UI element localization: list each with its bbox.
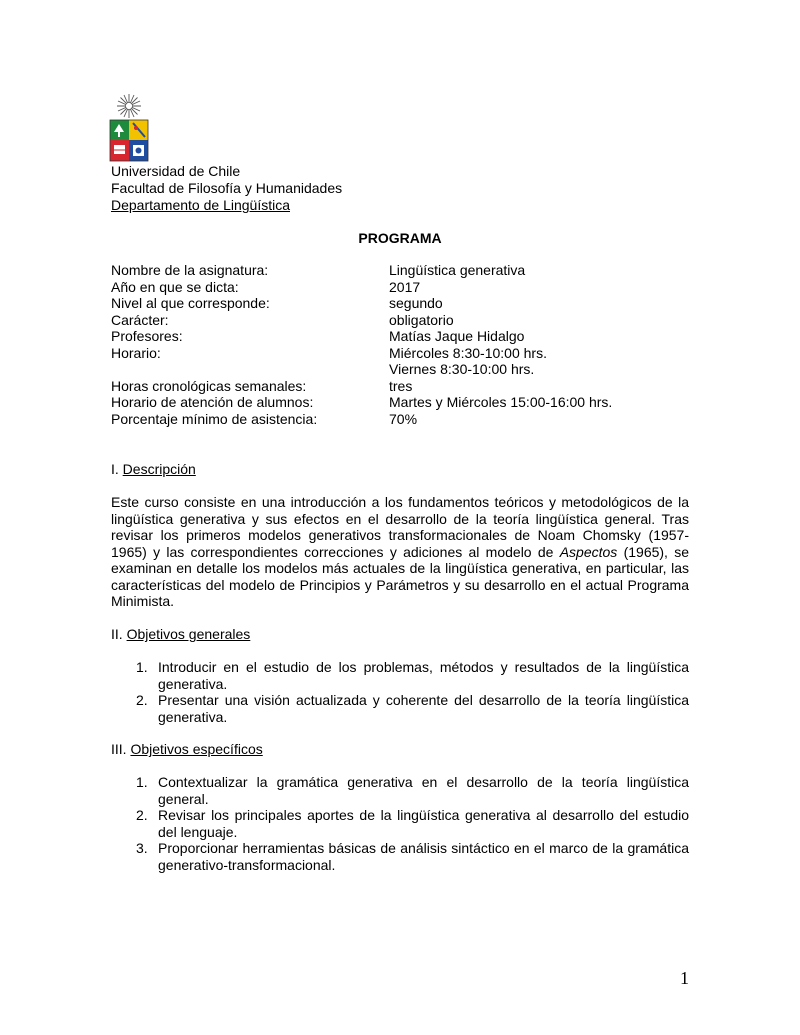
section-heading-descripcion — [111, 461, 196, 477]
list-item — [111, 659, 689, 692]
list-item — [111, 774, 689, 807]
info-label: Horas cronológicas semanales: — [111, 377, 307, 394]
description-text: Este curso consiste en una introducción a los fundamentos teóricos y metodológicos de la lingüística generativa y sus efectos en el desarrollo de la teoría lingüística general. Tras revisar los primeros modelos generativos transformacionales de Noam Chomsky (1957-1965) y las correspondientes correcciones y adiciones al modelo de — [111, 494, 689, 560]
section-heading-objetivos-especificos — [111, 741, 263, 757]
info-value: segundo — [389, 295, 443, 311]
section-number: III. — [111, 741, 131, 757]
info-value: Lingüística generativa — [389, 262, 526, 278]
page-title: PROGRAMA — [358, 230, 442, 246]
info-value: Martes y Miércoles 15:00-16:00 hrs. — [389, 394, 613, 410]
item-number: 2. — [136, 692, 148, 708]
item-number: 1. — [136, 774, 148, 790]
description-text-end: (1965), se examinan en detalle los modelos más actuales de la lingüística generativa, en particular, las características del modelo de Principios y Parámetros y su desarrollo en el actual Programa Minimista. — [111, 543, 689, 609]
info-label: Horario: — [111, 344, 161, 361]
info-value: obligatorio — [389, 311, 454, 328]
item-text: Introducir en el estudio de los problemas, métodos y resultados de la lingüística generativa. — [158, 659, 689, 692]
university-crest-icon — [108, 92, 150, 164]
info-label: Nombre de la asignatura: — [111, 262, 269, 278]
university-name: Universidad de Chile — [111, 163, 241, 179]
item-text: Contextualizar la gramática generativa en el desarrollo de la teoría lingüística general. — [158, 774, 689, 807]
objetivos-generales-list — [111, 659, 689, 725]
info-label: Año en que se dicta: — [111, 278, 239, 295]
info-label: Horario de atención de alumnos: — [111, 394, 314, 410]
description-paragraph — [111, 494, 689, 610]
item-number: 2. — [136, 807, 148, 823]
item-text: Proporcionar herramientas básicas de análisis sintáctico en el marco de la gramática generativo-transformacional. — [158, 840, 689, 873]
objetivos-especificos-list — [111, 774, 689, 873]
description-italic: Aspectos — [559, 543, 618, 560]
institution-header — [111, 163, 342, 214]
info-value: tres — [389, 377, 413, 394]
section-title: Objetivos generales — [126, 626, 251, 642]
item-text: Revisar los principales aportes de la lingüística generativa al desarrollo del estudio del lenguaje. — [158, 807, 689, 840]
info-value: 2017 — [389, 278, 421, 295]
list-item — [111, 807, 689, 840]
info-label: Carácter: — [111, 311, 169, 328]
section-title: Descripción — [122, 461, 196, 477]
info-value: Viernes 8:30-10:00 hrs. — [389, 361, 535, 377]
list-item — [111, 840, 689, 873]
info-label: Nivel al que corresponde: — [111, 295, 270, 311]
department-name: Departamento de Lingüística — [111, 197, 290, 213]
info-value: Matías Jaque Hidalgo — [389, 328, 525, 344]
item-number: 3. — [136, 840, 148, 856]
section-title: Objetivos específicos — [130, 741, 263, 757]
info-value: Miércoles 8:30-10:00 hrs. — [389, 344, 547, 361]
faculty-name: Facultad de Filosofía y Humanidades — [111, 180, 343, 196]
info-value: 70% — [389, 410, 418, 427]
info-label: Profesores: — [111, 328, 183, 344]
section-number: I. — [111, 461, 123, 477]
item-text: Presentar una visión actualizada y coherente del desarrollo de la teoría lingüística generativa. — [158, 692, 689, 725]
item-number: 1. — [136, 659, 148, 675]
section-number: II. — [111, 626, 127, 642]
page-number: 1 — [680, 968, 689, 988]
section-heading-objetivos-generales — [111, 626, 250, 642]
list-item — [111, 692, 689, 725]
info-label: Porcentaje mínimo de asistencia: — [111, 410, 318, 427]
